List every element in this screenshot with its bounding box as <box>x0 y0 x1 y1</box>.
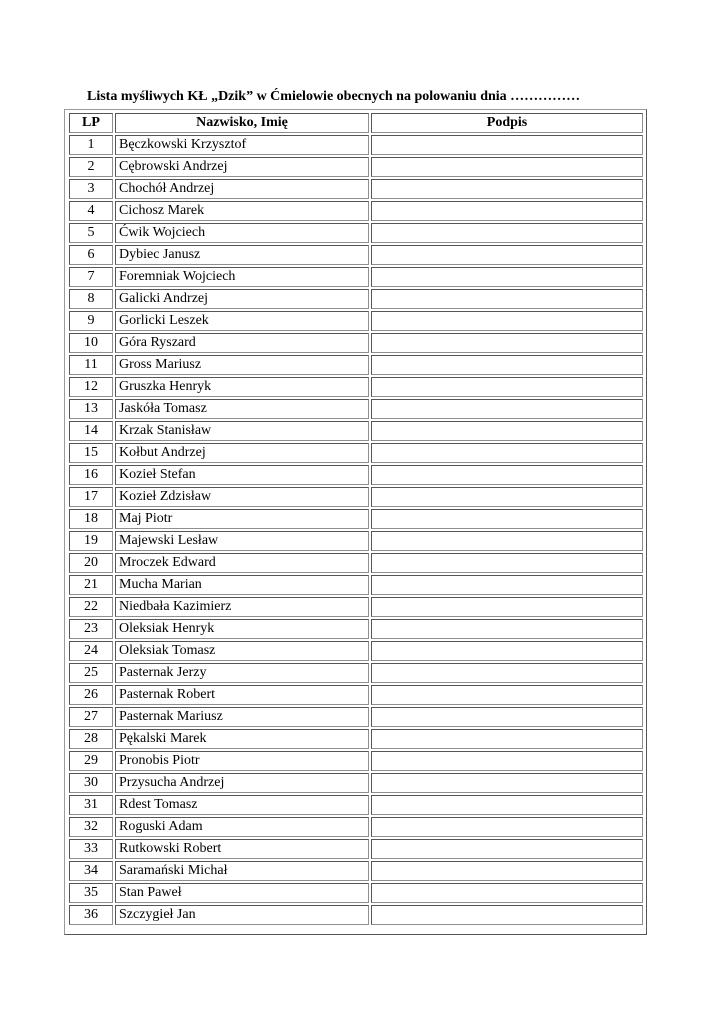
signature-cell[interactable] <box>371 817 643 837</box>
table-row <box>69 531 643 551</box>
row-number: 15 <box>69 443 113 463</box>
hunter-name: Cichosz Marek <box>115 201 369 221</box>
row-number: 21 <box>69 575 113 595</box>
table-row <box>69 663 643 683</box>
row-number: 18 <box>69 509 113 529</box>
hunter-name: Pękalski Marek <box>115 729 369 749</box>
table-row <box>69 201 643 221</box>
row-number: 26 <box>69 685 113 705</box>
hunter-name: Góra Ryszard <box>115 333 369 353</box>
signature-cell[interactable] <box>371 399 643 419</box>
table-row <box>69 773 643 793</box>
table-row <box>69 839 643 859</box>
hunter-name: Szczygieł Jan <box>115 905 369 925</box>
row-number: 35 <box>69 883 113 903</box>
table-header-row <box>69 113 643 133</box>
hunter-name: Roguski Adam <box>115 817 369 837</box>
hunter-name: Gorlicki Leszek <box>115 311 369 331</box>
signature-cell[interactable] <box>371 179 643 199</box>
row-number: 10 <box>69 333 113 353</box>
hunter-name: Krzak Stanisław <box>115 421 369 441</box>
signature-cell[interactable] <box>371 773 643 793</box>
row-number: 4 <box>69 201 113 221</box>
hunter-name: Rdest Tomasz <box>115 795 369 815</box>
hunter-name: Cębrowski Andrzej <box>115 157 369 177</box>
row-number: 32 <box>69 817 113 837</box>
signature-cell[interactable] <box>371 839 643 859</box>
table-row <box>69 861 643 881</box>
signature-cell[interactable] <box>371 421 643 441</box>
hunter-name: Kozieł Zdzisław <box>115 487 369 507</box>
row-number: 17 <box>69 487 113 507</box>
signature-cell[interactable] <box>371 135 643 155</box>
signature-cell[interactable] <box>371 289 643 309</box>
table-row <box>69 597 643 617</box>
row-number: 31 <box>69 795 113 815</box>
signature-cell[interactable] <box>371 465 643 485</box>
row-number: 34 <box>69 861 113 881</box>
row-number: 2 <box>69 157 113 177</box>
table-row <box>69 487 643 507</box>
table-row <box>69 465 643 485</box>
signature-cell[interactable] <box>371 707 643 727</box>
hunter-name: Pasternak Jerzy <box>115 663 369 683</box>
row-number: 22 <box>69 597 113 617</box>
signature-cell[interactable] <box>371 223 643 243</box>
hunter-name: Pronobis Piotr <box>115 751 369 771</box>
hunter-name: Mucha Marian <box>115 575 369 595</box>
hunter-name: Pasternak Robert <box>115 685 369 705</box>
table-row <box>69 179 643 199</box>
hunter-name: Oleksiak Tomasz <box>115 641 369 661</box>
signature-cell[interactable] <box>371 377 643 397</box>
hunter-name: Chochół Andrzej <box>115 179 369 199</box>
header-signature: Podpis <box>371 113 643 133</box>
table-row <box>69 575 643 595</box>
signature-cell[interactable] <box>371 201 643 221</box>
hunter-name: Majewski Lesław <box>115 531 369 551</box>
hunter-name: Kozieł Stefan <box>115 465 369 485</box>
hunter-name: Kołbut Andrzej <box>115 443 369 463</box>
table-row <box>69 707 643 727</box>
row-number: 5 <box>69 223 113 243</box>
signature-cell[interactable] <box>371 685 643 705</box>
signature-cell[interactable] <box>371 311 643 331</box>
row-number: 1 <box>69 135 113 155</box>
signature-cell[interactable] <box>371 641 643 661</box>
row-number: 13 <box>69 399 113 419</box>
row-number: 7 <box>69 267 113 287</box>
table-row <box>69 289 643 309</box>
row-number: 25 <box>69 663 113 683</box>
table-row <box>69 311 643 331</box>
hunter-name: Galicki Andrzej <box>115 289 369 309</box>
hunter-name: Jaskóła Tomasz <box>115 399 369 419</box>
table-row <box>69 377 643 397</box>
hunter-name: Niedbała Kazimierz <box>115 597 369 617</box>
signature-cell[interactable] <box>371 487 643 507</box>
hunter-name: Przysucha Andrzej <box>115 773 369 793</box>
table-row <box>69 905 643 925</box>
table-row <box>69 641 643 661</box>
signature-cell[interactable] <box>371 729 643 749</box>
row-number: 3 <box>69 179 113 199</box>
table-row <box>69 333 643 353</box>
hunter-name: Pasternak Mariusz <box>115 707 369 727</box>
table-row <box>69 421 643 441</box>
signature-cell[interactable] <box>371 245 643 265</box>
row-number: 9 <box>69 311 113 331</box>
table-row <box>69 135 643 155</box>
row-number: 23 <box>69 619 113 639</box>
table-body <box>69 135 643 925</box>
row-number: 24 <box>69 641 113 661</box>
hunter-name: Ćwik Wojciech <box>115 223 369 243</box>
signature-cell[interactable] <box>371 531 643 551</box>
hunter-name: Bęczkowski Krzysztof <box>115 135 369 155</box>
table-row <box>69 619 643 639</box>
row-number: 14 <box>69 421 113 441</box>
signature-cell[interactable] <box>371 861 643 881</box>
row-number: 11 <box>69 355 113 375</box>
hunter-name: Gross Mariusz <box>115 355 369 375</box>
row-number: 12 <box>69 377 113 397</box>
hunter-name: Foremniak Wojciech <box>115 267 369 287</box>
signature-cell[interactable] <box>371 905 643 925</box>
hunter-name: Rutkowski Robert <box>115 839 369 859</box>
table-row <box>69 223 643 243</box>
attendance-table-frame <box>64 109 647 935</box>
hunter-name: Dybiec Janusz <box>115 245 369 265</box>
table-row <box>69 443 643 463</box>
table-row <box>69 157 643 177</box>
row-number: 8 <box>69 289 113 309</box>
table-row <box>69 245 643 265</box>
row-number: 33 <box>69 839 113 859</box>
hunter-name: Gruszka Henryk <box>115 377 369 397</box>
row-number: 36 <box>69 905 113 925</box>
signature-cell[interactable] <box>371 157 643 177</box>
table-row <box>69 729 643 749</box>
table-row <box>69 795 643 815</box>
signature-cell[interactable] <box>371 795 643 815</box>
table-row <box>69 355 643 375</box>
signature-cell[interactable] <box>371 267 643 287</box>
signature-cell[interactable] <box>371 553 643 573</box>
hunter-name: Maj Piotr <box>115 509 369 529</box>
signature-cell[interactable] <box>371 443 643 463</box>
signature-cell[interactable] <box>371 509 643 529</box>
signature-cell[interactable] <box>371 575 643 595</box>
hunter-name: Mroczek Edward <box>115 553 369 573</box>
row-number: 19 <box>69 531 113 551</box>
row-number: 6 <box>69 245 113 265</box>
table-row <box>69 817 643 837</box>
table-row <box>69 751 643 771</box>
header-name: Nazwisko, Imię <box>115 113 369 133</box>
table-row <box>69 883 643 903</box>
table-row <box>69 553 643 573</box>
table-row <box>69 685 643 705</box>
hunter-name: Stan Paweł <box>115 883 369 903</box>
signature-cell[interactable] <box>371 333 643 353</box>
page-title: Lista myśliwych KŁ „Dzik” w Ćmielowie obecnych na polowaniu dnia …………… <box>87 89 581 104</box>
row-number: 29 <box>69 751 113 771</box>
signature-cell[interactable] <box>371 355 643 375</box>
hunter-name: Saramański Michał <box>115 861 369 881</box>
signature-cell[interactable] <box>371 751 643 771</box>
signature-cell[interactable] <box>371 663 643 683</box>
hunter-name: Oleksiak Henryk <box>115 619 369 639</box>
row-number: 16 <box>69 465 113 485</box>
row-number: 20 <box>69 553 113 573</box>
table-row <box>69 267 643 287</box>
row-number: 28 <box>69 729 113 749</box>
row-number: 30 <box>69 773 113 793</box>
table-row <box>69 509 643 529</box>
header-lp: LP <box>69 113 113 133</box>
signature-cell[interactable] <box>371 619 643 639</box>
row-number: 27 <box>69 707 113 727</box>
signature-cell[interactable] <box>371 883 643 903</box>
signature-cell[interactable] <box>371 597 643 617</box>
table-row <box>69 399 643 419</box>
attendance-table <box>67 111 645 927</box>
